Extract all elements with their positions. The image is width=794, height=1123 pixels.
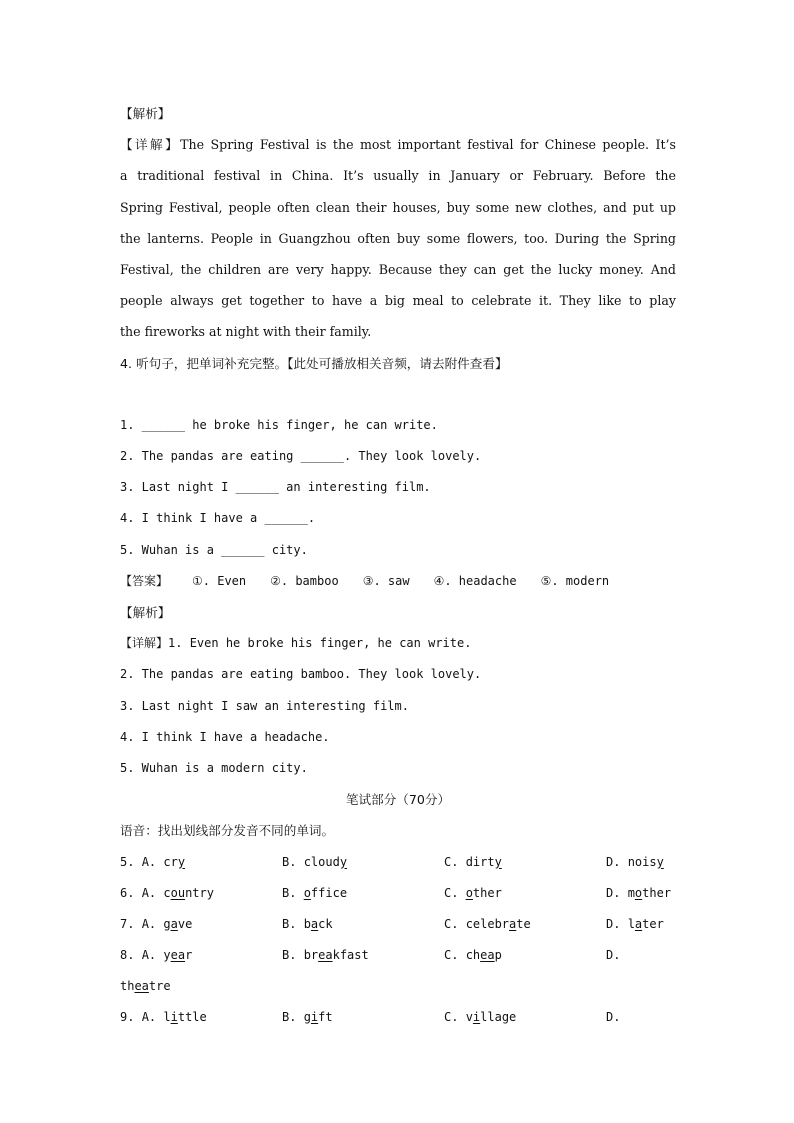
- phonics-row: [120, 940, 676, 971]
- analysis-line-3: Spring Festival, people often clean their houses, buy some new clothes, and put up: [120, 199, 676, 215]
- underlined-letters: y: [339, 854, 348, 869]
- word-prefix: m: [627, 885, 635, 900]
- question-number: 6.: [120, 885, 135, 900]
- word-prefix: b: [303, 916, 311, 931]
- underlined-letters: a: [634, 916, 643, 931]
- question-number: 7.: [120, 916, 135, 931]
- word-suffix: te: [516, 916, 531, 931]
- q4-analysis-label: 【解析】: [120, 605, 171, 620]
- word-prefix: g: [163, 916, 171, 931]
- option-letter: D.: [606, 1010, 621, 1025]
- word-prefix: v: [465, 1010, 473, 1025]
- q4-detail-3: 3. Last night I saw an interesting film.: [120, 698, 409, 713]
- word-prefix: l: [627, 916, 635, 931]
- word-prefix: th: [120, 979, 135, 994]
- option-letter: A.: [141, 1010, 157, 1025]
- word-prefix: g: [303, 1010, 311, 1025]
- word-suffix: p: [494, 948, 502, 963]
- phonics-row: [120, 1002, 676, 1033]
- q4-detail-2: 2. The pandas are eating bamboo. They look lovely.: [120, 667, 482, 682]
- option-letter: D.: [606, 854, 621, 869]
- word-prefix: nois: [627, 854, 657, 869]
- answer-1: ①. Even: [192, 573, 247, 588]
- analysis-label: 【解析】: [120, 106, 171, 121]
- analysis-line-1: [120, 129, 676, 160]
- phonics-option: [282, 940, 369, 971]
- option-letter: D.: [606, 916, 621, 931]
- option-letter: B.: [282, 885, 297, 900]
- q4-detail-1: [120, 628, 676, 659]
- word-suffix: ther: [642, 885, 672, 900]
- phonics-option: [282, 909, 333, 940]
- q4-detail-5: 5. Wuhan is a modern city.: [120, 760, 308, 775]
- question-number: 5.: [120, 854, 135, 869]
- phonics-option: [282, 1002, 333, 1033]
- answer-row: [120, 566, 676, 597]
- analysis-line-6: people always get together to have a big meal to celebrate it. They like to play: [120, 293, 676, 309]
- word-suffix: llage: [480, 1010, 517, 1025]
- underlined-letters: ea: [318, 948, 333, 963]
- phonics-instruction: 语音：找出划线部分发音不同的单词。: [120, 823, 335, 839]
- word-suffix: tre: [148, 979, 171, 994]
- underlined-letters: ea: [170, 948, 186, 963]
- phonics-option: [282, 878, 347, 909]
- q4-detail-text: 1. Even he broke his finger, he can write.: [168, 636, 472, 651]
- word-suffix: ck: [318, 916, 333, 931]
- word-suffix: kfast: [332, 948, 369, 963]
- phonics-row: [120, 847, 676, 878]
- written-section-title: 笔试部分（70分）: [345, 792, 451, 808]
- underlined-letters: y: [656, 854, 664, 869]
- word-prefix: br: [303, 948, 319, 963]
- word-prefix: c: [163, 885, 171, 900]
- option-letter: C.: [444, 1010, 459, 1025]
- word-suffix: ve: [177, 916, 193, 931]
- q4-item-4: 4. I think I have a ______.: [120, 511, 316, 526]
- phonics-option: [120, 878, 214, 909]
- answer-5: ⑤. modern: [540, 573, 610, 588]
- answer-3: ③. saw: [362, 573, 410, 588]
- analysis-text: The Spring Festival is the most important festival for Chinese people. It’s: [180, 137, 676, 153]
- q4-item-2: 2. The pandas are eating ______. They look lovely.: [120, 449, 482, 464]
- word-suffix: ter: [642, 916, 664, 931]
- underlined-letters: o: [634, 885, 643, 900]
- option-letter: D.: [606, 885, 621, 900]
- q4-detail-4: 4. I think I have a headache.: [120, 729, 330, 744]
- analysis-line-5: Festival, the children are very happy. Because they can get the lucky money. And: [120, 261, 676, 277]
- word-suffix: r: [185, 948, 193, 963]
- answer-2: ②. bamboo: [270, 573, 339, 588]
- underlined-letters: o: [465, 885, 473, 900]
- underlined-letters: o: [303, 885, 311, 900]
- phonics-wrapped-word: [120, 971, 676, 1002]
- phonics-option: [282, 847, 347, 878]
- phonics-row: [120, 909, 676, 940]
- word-prefix: dirt: [465, 854, 495, 869]
- underlined-letters: i: [472, 1010, 481, 1025]
- option-letter: A.: [141, 854, 157, 869]
- phonics-option: [606, 847, 664, 878]
- phonics-option: [120, 1002, 207, 1033]
- option-letter: A.: [141, 885, 157, 900]
- answer-4: ④. headache: [433, 573, 517, 588]
- word-prefix: ch: [465, 948, 481, 963]
- word-suffix: ther: [472, 885, 502, 900]
- word-prefix: celebr: [465, 916, 510, 931]
- analysis-line-2: a traditional festival in China. It’s usually in January or February. Before the: [120, 168, 676, 184]
- word-prefix: cloud: [303, 854, 340, 869]
- phonics-option: [120, 909, 192, 940]
- question-4-title: 4. 听句子，把单词补充完整。【此处可播放相关音频，请去附件查看】: [120, 355, 508, 371]
- q4-item-1: 1. ______ he broke his finger, he can write.: [120, 417, 438, 432]
- phonics-option: [444, 940, 502, 971]
- word-prefix: cr: [163, 854, 178, 869]
- word-suffix: ntry: [185, 885, 214, 900]
- document-page: [120, 98, 676, 1034]
- option-letter: B.: [282, 1010, 297, 1025]
- option-letter: A.: [141, 916, 157, 931]
- q4-item-3: 3. Last night I ______ an interesting film.: [120, 480, 431, 495]
- phonics-option: [444, 878, 502, 909]
- phonics-option: [606, 1002, 620, 1033]
- option-letter: C.: [444, 854, 459, 869]
- word-suffix: ttle: [177, 1010, 207, 1025]
- phonics-option: [444, 847, 502, 878]
- word-prefix: y: [163, 948, 171, 963]
- q4-detail-label: 【详解】: [120, 636, 169, 651]
- underlined-letters: ou: [170, 885, 186, 900]
- underlined-letters: a: [170, 916, 178, 931]
- analysis-line-4: the lanterns. People in Guangzhou often buy some flowers, too. During the Spring: [120, 230, 676, 246]
- detail-label: 【详解】: [120, 137, 181, 153]
- underlined-letters: y: [494, 854, 502, 869]
- word-prefix: l: [163, 1010, 171, 1025]
- underlined-letters: y: [177, 854, 186, 869]
- phonics-questions: [120, 847, 676, 1034]
- word-suffix: ft: [318, 1010, 333, 1025]
- phonics-option: [444, 909, 531, 940]
- option-letter: B.: [282, 948, 297, 963]
- question-number: 8.: [120, 948, 135, 963]
- phonics-row: [120, 878, 676, 909]
- phonics-option: [606, 940, 620, 971]
- option-letter: B.: [282, 854, 297, 869]
- phonics-option: [444, 1002, 516, 1033]
- option-letter: D.: [606, 948, 621, 963]
- option-letter: B.: [282, 916, 297, 931]
- option-letter: C.: [444, 885, 459, 900]
- analysis-line-7: the fireworks at night with their family.: [120, 324, 372, 340]
- underlined-letters: ea: [480, 948, 495, 963]
- answer-label: 【答案】: [120, 573, 169, 588]
- option-letter: A.: [141, 948, 157, 963]
- underlined-letters: i: [310, 1010, 319, 1025]
- option-letter: C.: [444, 916, 459, 931]
- audio-placeholder-gap: [120, 379, 676, 410]
- phonics-option: [606, 909, 664, 940]
- phonics-option: [606, 878, 671, 909]
- phonics-option: [120, 940, 192, 971]
- underlined-letters: a: [509, 916, 517, 931]
- question-number: 9.: [120, 1010, 135, 1025]
- underlined-letters: ea: [134, 979, 149, 994]
- phonics-option: [120, 847, 185, 878]
- option-letter: C.: [444, 948, 459, 963]
- word-suffix: ffice: [310, 885, 348, 900]
- underlined-letters: i: [170, 1010, 178, 1025]
- q4-item-5: 5. Wuhan is a ______ city.: [120, 542, 308, 557]
- underlined-letters: a: [310, 916, 319, 931]
